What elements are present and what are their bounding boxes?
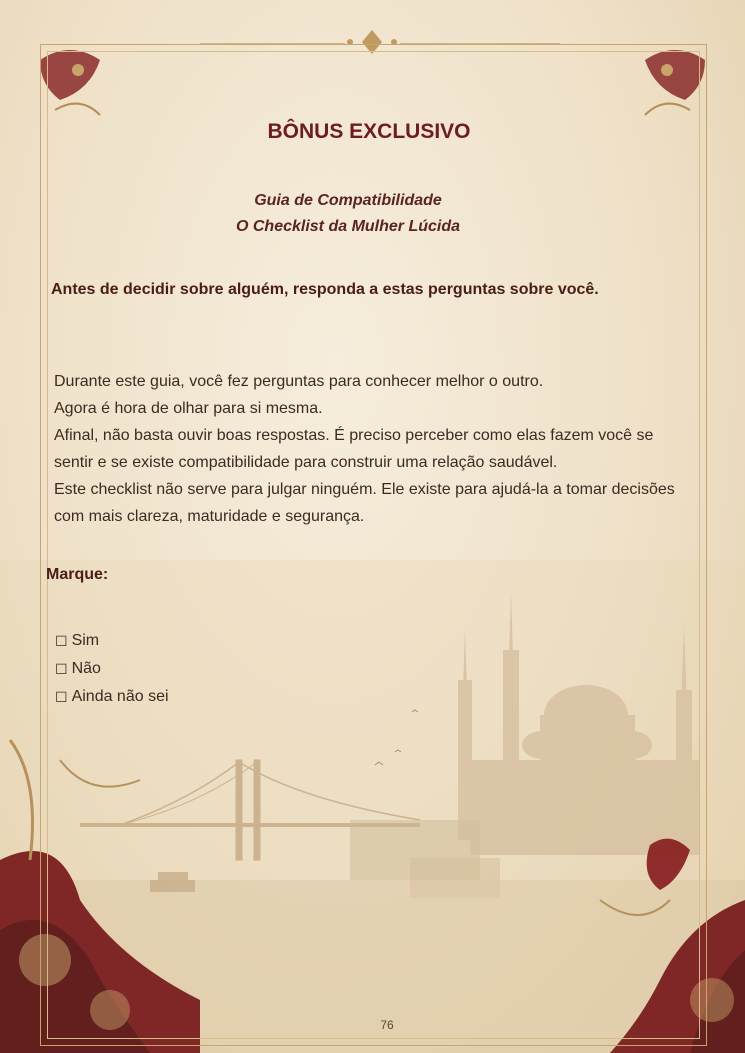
subtitle (0, 188, 696, 240)
marque-label: Marque: (46, 566, 109, 583)
page-number: 76 (380, 1018, 394, 1032)
option-ainda-nao-sei[interactable] (55, 683, 169, 711)
body-paragraph: Durante este guia, você fez perguntas para conhecer melhor o outro. (54, 373, 544, 390)
option-label: Ainda não sei (71, 688, 169, 705)
subtitle-line-1: Guia de Compatibilidade (254, 192, 442, 209)
subtitle-line-2: O Checklist da Mulher Lúcida (235, 218, 461, 235)
checkbox-icon[interactable]: ☐ (55, 633, 68, 649)
option-sim[interactable] (55, 627, 169, 655)
body-paragraph: Este checklist não serve para julgar ninguém. Ele existe para ajudá-la a tomar decisões com mais clareza, maturidade e segurança. (54, 481, 675, 525)
body-paragraph: Afinal, não basta ouvir boas respostas. É preciso perceber como elas fazem você se sentir e se existe compatibilidade para construir uma relação saudável. (54, 427, 654, 471)
checklist-options (55, 627, 169, 711)
option-nao[interactable] (55, 655, 169, 683)
body-paragraph: Agora é hora de olhar para si mesma. (54, 400, 323, 417)
checkbox-icon[interactable]: ☐ (55, 661, 68, 677)
body-paragraphs (54, 368, 684, 530)
option-label: Não (71, 660, 101, 677)
checkbox-icon[interactable]: ☐ (55, 689, 68, 705)
page-title: BÔNUS EXCLUSIVO (267, 120, 471, 143)
lead-question: Antes de decidir sobre alguém, responda a estas perguntas sobre você. (51, 281, 599, 298)
option-label: Sim (71, 632, 100, 649)
